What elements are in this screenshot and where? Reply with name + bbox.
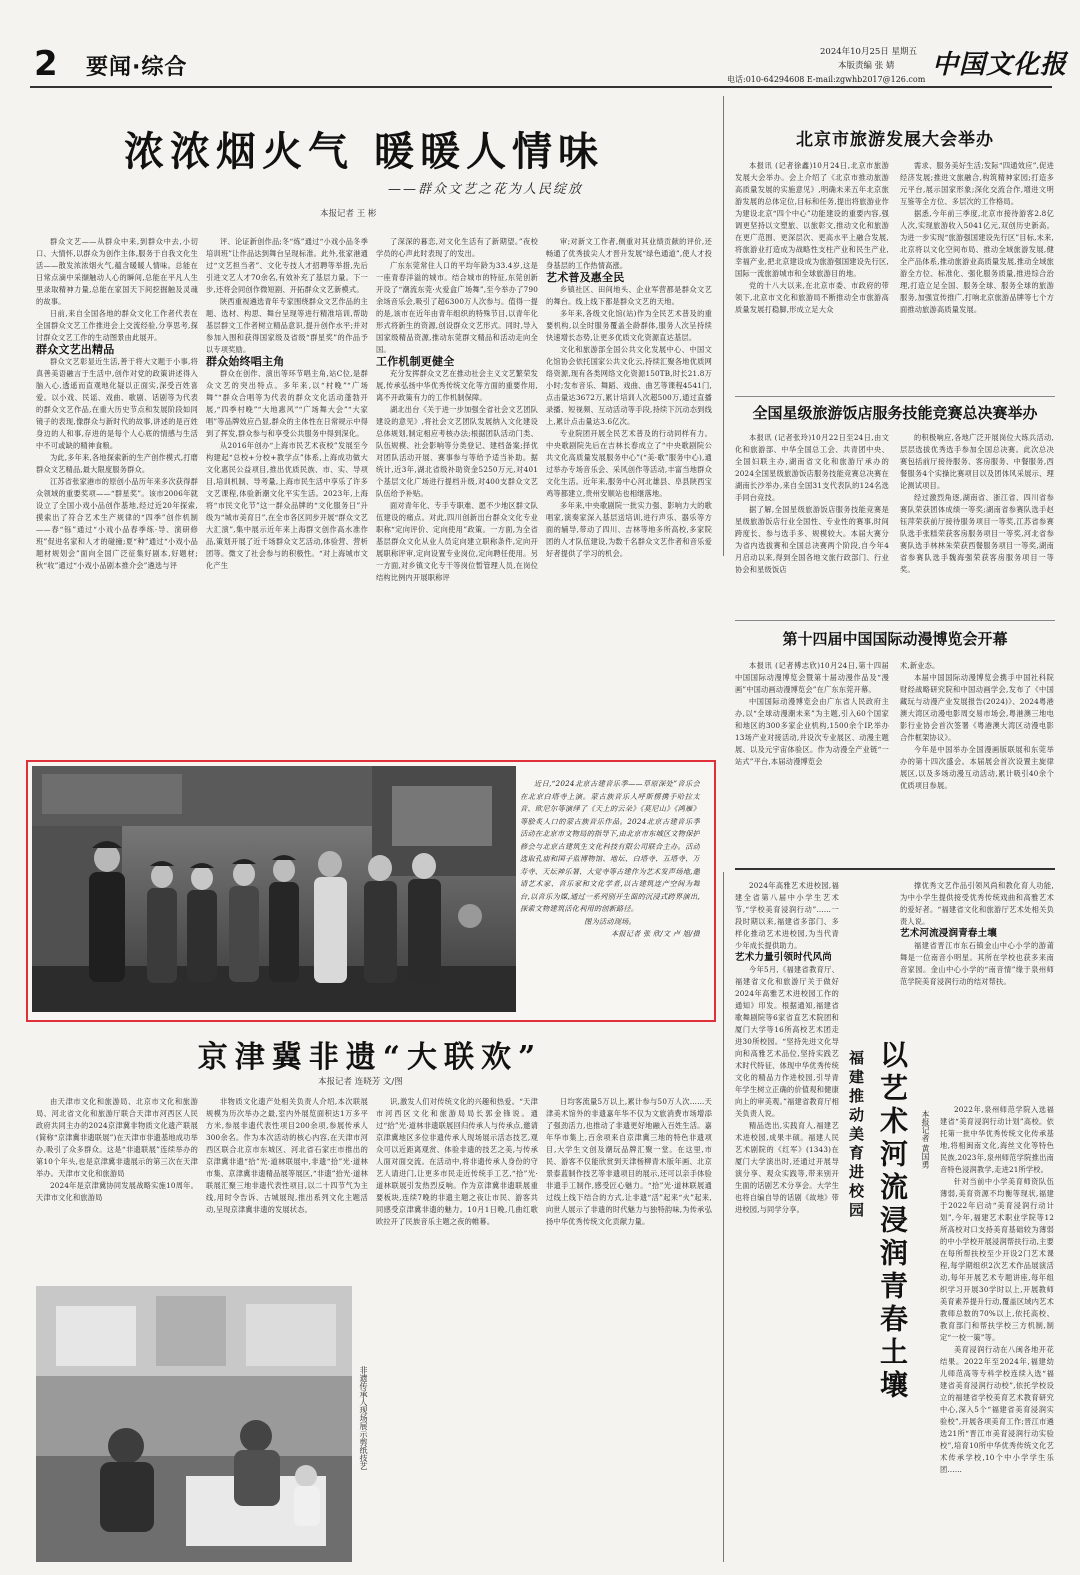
feature-column-1 (36, 1096, 198, 1276)
page-number: 2 (34, 44, 58, 84)
masthead-rule (30, 86, 1052, 88)
paragraph: 非物质文化遗产处相关负责人介绍,本次联展规模为历次举办之最,室内外展览面积达1万多平方米,参展非遗代表性项目200余项,参展传承人300余名。作为本次活动的核心内容,在天津市河西区联合北京市东城区、河北省石家庄市推出的京津冀非遗“拾”光·道林联展中,非遗“拾”光·道林市集、京津冀非遗精品展等展区,“非遗”拾光·道林联展汇聚三地非遗代表性项目,以二十四节气为主线,用时令告诉、古城展现,推出系列文化主题活动,呈现京津冀非遗的发展状态。 (206, 1097, 368, 1214)
papercut-photo (36, 1286, 352, 1562)
brief-1-column-1 (735, 160, 889, 390)
paragraph: 福建省晋江市东石镇金山中心小学的游莆舞是一位南音小明星。其所在学校也获多来南音家园。金山中心小学的“南音情”缘于泉州师范学院美育浸润行动的结对帮扶。 (900, 941, 1054, 986)
fujian-column-1 (735, 880, 839, 1562)
paragraph: 乡镇社区、田间地头、企业军营都是群众文艺的舞台。线上线下都是群众文艺的天地。 (546, 285, 712, 306)
feature-column-4 (546, 1096, 712, 1562)
paragraph: 本届中国国际动漫博览会携手中国社科院财经战略研究院和中国动画学会,发布了《中国藏玩与动漫产业发展报告(2024)》、2024粤港澳大湾区动漫电影周交易市场会,粤港澳三地电影行业协会首次签署《粤港澳大湾区动漫电影合作框架协议》。 (900, 673, 1054, 742)
fujian-vertical-subtitle: 福建推动美育进校园 (847, 1050, 865, 1221)
paragraph: 文化和旅游部全国公共文化发展中心、中国文化馆协会依托国家公共文化云,持续汇聚各地优质网络资源,现有各类网络文化资源150TB,时长21.8万小时;发布音乐、舞蹈、戏曲、曲艺等课程4541门,点击量达3672万,累计培训人次超500万,通过直播录播、短视频、互动活动等手段,持续下沉动态到线上,累计点击量达3.6亿次。 (546, 345, 712, 426)
paragraph: 为此,多年来,各地探索新的生产创作模式,打磨群众文艺精品,最大限度服务群众。 (36, 453, 198, 474)
paragraph: 术,新业态。 (900, 661, 940, 670)
paragraph: 广东东莞常住人口的平均年龄为33.4岁,这是一座青春洋溢的城市。结合城市的特征,东莞创新开设了“潮流东莞·火爱盒广场舞”,至今举办了790余场音乐会,吸引了超6300万人次参与。值得一提的是,该市在近年由青年组织的特殊节目,以青年化形式将新生的资源,创设群众文艺形式。同时,导入国家级精品资源,推动东莞群文精品和活动走向全国。 (376, 261, 538, 354)
brief-3-column-1 (735, 660, 889, 858)
paragraph: 湖北出台《关于进一步加强全省社会文艺团队建设的意见》,将社会文艺团队发展纳入文化建设总体规划,制定相应考核办法;根据团队活动门类、队伍规模、社会影响等分类登记、建档备案;择优对团队活动开展、赛事参与等给予适当补助。据统计,近3年,湖北省级补助资金5250万元,对401个基层文化广场进行提档升级,对400支群众文艺队伍给予补贴。 (376, 405, 538, 498)
photo-caption (520, 778, 700, 1014)
brief-2-title: 全国星级旅游饭店服务技能竞赛总决赛举办 (752, 404, 1038, 422)
caption-note: 图为活动现场。 (584, 916, 636, 926)
paragraph: 撑优秀文艺作品引领风尚和教化育人功能,为中小学生提供接受优秀传统戏曲和高雅艺术的爱好者。“福建省文化和旅游厅艺术处相关负责人说。 (900, 881, 1054, 926)
paragraph: 专业院团开展全民艺术普及的行动同样有力。中央歌剧院先后在吉林长春成立了“中央歌剧院公共文化高质量发展服务中心”(“美·歌”服务中心),通过举办专场音乐会、采风创作等活动,丰富当地群众文化生活。近年来,服务中心河北雄县、阜县陕西宝鸡等都建立,贵州安顺站也相继落地。 (546, 429, 712, 498)
paragraph: 美育浸润行动在八闽各地开花结果。2022年至2024年,福建幼儿师范高等专科学校连续入选“福建省美育浸润行动校”,依托学校设立的福建省学校美育艺术教育研究中心,深入5个“福建省美育浸润实验校”,开展各项美育工作;晋江市遴选21所“晋江市美育浸润行动实验校”,培育10所中华优秀传统文化艺术传承学校,10个中小学学生乐团…… (940, 1345, 1054, 1474)
paragraph: 本报讯 (记者张玲)10月22日至24日,由文化和旅游部、中华全国总工会、共青团中央、全国妇联主办,湖南省文化和旅游厅承办的2024全国星级旅游饭店服务技能竞赛总决赛在湖南长沙举办,来自全国31支代表队的124名选手同台竞技。 (735, 433, 889, 502)
paragraph: 针对当前中小学美育师资队伍薄弱,美育资源不均衡等现状,福建于2022年启动“美育浸润行动计划”,今年,福建艺术职业学院等12所高校对口支持美育基础较为薄弱的中小学校开展浸润帮扶行动,主要在每所帮扶校至少开设2门艺术课程,每学期组织2次艺术作品展演活动,每年开展艺术专题讲座,每年组织学习开展30学时以上,开展教师美育素养提升行动,覆盖区域内艺术教师总数的70%以上,依托高校、教育部门和帮扶学校三方机制,制定“一校一策”等。 (940, 1177, 1054, 1342)
column-divider (723, 96, 724, 556)
paragraph: 充分发挥群众文艺在推动社会主义文艺繁荣发展,传承弘扬中华优秀传统文化等方面的重要作用,离不开政策有力的工作机制保障。 (376, 369, 538, 402)
brief-1-column-2 (900, 160, 1054, 390)
paragraph: 识,激发人们对传统文化的兴趣和热爱。“天津市河西区文化和旅游局局长郭金锋说。通过“拾”光·道林非遗联展回归传承人与传承点,邀请京津冀地区多位非遗传承人现场展示活态技艺,观众可以近距离观赏、体验非遗的技艺之美,与传承人面对面交流。在活动中,将非遗传承人身份的守艺人请进门,让更多市民走近传统手工艺,“拾”光·道林联展引发热烈反响。作为京津冀非遗联展重要板块,连续7晚的非遗主题之夜让市民、游客共同感受京津冀非遗的魅力。10月1日晚,几曲红歌欧拉开了民族音乐主题之夜的帷幕。 (376, 1097, 538, 1226)
paragraph: 面对青年化、专手专职难、愿不少地区群文队伍建设的痛点。对此,四川创新出台群众文化专业职称“定向评价、定向使用”政策。一方面,为全省基层群众文化从业人员定向建立职称条件,定向开展职称评审,定向设置专业岗位,定向聘任使用。另一方面,对乡镇文化专干等岗位暂管理人员,在岗位结构比例内开展职称评 (376, 501, 538, 582)
paragraph: 江苏省张家港市的原创小品历年来多次获得群众领域的重要奖项——“群星奖”。该市2006年就设立了全国小戏小品创作基地,经过近20年探索,摸索出了符合艺术生产规律的“四季”创作机制——春“铄”通过“小戏小品春季练·导、演研修班”促进名家和人才的碰撞;夏“种”通过“小戏小品题材规划会”面向全国广泛征集好剧本,好题材;秋“收”通过“小戏小品剧本推介会”遴选与评 (36, 477, 198, 570)
paragraph: 了深深的暮恋,对文化生活有了新期望。”夜校学员的心声此时表现了的发出。 (376, 237, 538, 258)
concert-photo-image (32, 766, 516, 1012)
paragraph: 审;对新文工作者,侧重对其业绩贡献的评价,还畅通了优秀拔尖人才晋升发展“绿色通道”,使人才投身基层的工作热情高涨。 (546, 237, 712, 270)
paragraph: 精品迭出,实践育人,福建艺术进校园,成果丰硕。福建人民艺术剧院的《红军》(1343)在厦门大学演出时,还通过开展导演分享、观众实践等,带来别开生面的话剧艺术分享会。大学生也将自编自导的话剧《故地》带进校园,与同学分享。 (735, 1121, 839, 1214)
paragraph: 2024年高雅艺术进校园,福建全省第八届中小学生艺术节,“学校美育浸润行动”……一段时期以来,福建省多部门、多样化推动艺术进校园,为当代青少年成长提供助力。 (735, 881, 839, 950)
lead-column-1 (36, 236, 198, 756)
paragraph: 今年是中国举办全国漫画版联展和东莞举办的第十四次盛会。本届展会首次设置主旋律展区,以及多场动漫互动活动,累计吸引40余个优质项目参展。 (900, 745, 1054, 790)
paragraph: 2022年,泉州师范学院入选福建省“美育浸润行动计划”高校。依托第一批中华优秀传统文化传承基地,将相闽南文化,海丝文化等特色民族,2023年,泉州师范学院推出南音特色浸润教学,走进21所学校。 (940, 1105, 1054, 1174)
paragraph: 本报讯 (记者徐鑫)10月24日,北京市旅游发展大会举办。会上介绍了《北京市推动旅游高质量发展的实施意见》,明确未来五年北京旅游发展的总体定位,目标和任务,提出将旅游业作为建设北京“四个中心”功能建设的重要内容,强调更坚持以文塑旅、以旅彰文,推动文化和旅游在更广范围、更深层次、更高水平上融合发展,将旅游业打造成为战略性支柱产业和民生产业,幸福产业,把北京建设成为旅游强国建设先行区,国际一流旅游城市和全球旅游目的地。 (735, 161, 889, 278)
lead-title: 浓浓烟火气 暖暖人情味 (124, 128, 604, 175)
paragraph: 多年来,中央歌剧院一批实力强、影响力大的歌唱家,演奏家深入基层送培训,进行声乐、器乐等方面的辅导,带动了四川、吉林等地多所高校,多家院团的人才队伍建设,为数千名群众文艺作者和音乐爱好者提供了学习的机会。 (546, 501, 712, 558)
fujian-vertical-title: 以艺术河流浸润青春土壤 (876, 1040, 909, 1403)
paper-name-logo: 中国文化报 (932, 50, 1068, 80)
paragraph: 日前,来自全国各地的群众文化工作者代表在全国群众文艺工作推进会上交流经验,分享思考,探讨群众文艺工作的生动图景由此展开。 (36, 309, 198, 342)
brief-3-column-2 (900, 660, 1054, 858)
paragraph: 群众文艺——从群众中来,到群众中去,小切口、大情怀,以群众为创作主体,服务于自我文化生活——散发浓浓烟火气,蕴含暖暖人情味。总能在日常点滴中采撷触动人心的瞬间,总能在平凡人生里录取精神力量,总能在家国天下间挖掘触及灵魂的故事。 (36, 237, 198, 306)
issue-date: 2024年10月25日 星期五 (820, 47, 917, 57)
caption-credit: 本报记者 张 欣/文 卢 旭/摄 (610, 929, 700, 938)
paragraph: 中国国际动漫博览会由广东省人民政府主办,以“全球动漫潮未来”为主题,引入60个国家和地区的300多家企业机构,1500余个IP,举办13场产业对接活动,并设次专业展区、动漫主题展、以及元宇宙体验区。作为动漫全产业链“一站式”平台,本届动漫博览会 (735, 697, 889, 766)
caption-text: 近日,“2024北京古建音乐季——草原深处”音乐会在北京白塔寺上演。蒙古族音乐人呼斯楞携手哈拉太音、欧尼尔等演绎了《天上的云朵》《莫尼山》《鸿雁》等脍炙人口的蒙古族音乐作品。2024北京古建音乐季活动在北京市文物局的指导下,由北京市东城区文物保护修会与北京古建筑生文化科技有限公司联合主办。活动选取孔庙和国子监博物馆、地坛、白塔寺、五塔寺、万寿寺、天坛神乐署、大觉寺等古建作为艺术发声场地,邀请艺术家、音乐家和文化学者,以古建筑连产空间为舞台,以音乐为媒,通过一系列别开生面的沉浸式跨界演出,探索文物建筑活化利用的创新路径。 (520, 779, 700, 913)
paragraph: 2024年是京津冀协同发展战略实施10周年。天津市文化和旅游局 (36, 1181, 198, 1202)
brief-2-column-1 (735, 432, 889, 614)
page-editor: 本版责编 张 婧 (838, 61, 895, 71)
section-divider (735, 868, 1055, 870)
paragraph: 多年来,各级文化馆(站)作为全民艺术普及的重要机构,以全时服务覆盖全龄群体,服务人次呈持续快速增长态势,让更多优质文化资源直达基层。 (546, 309, 712, 342)
fujian-column-2-bottom (940, 1104, 1054, 1562)
lead-subtitle: ——群众文艺之花为人民绽放 (388, 182, 584, 197)
papercut-photo-caption: 非遗传承人现场展示剪纸技艺 (359, 1366, 368, 1470)
paragraph: 日均客流量5万以上,累计参与50万人次……天津美术馆外的非遗嘉年华不仅为文旅消费市场增添了强劲活力,也推动了非遗更好地融入百姓生活。嘉年华市集上,百余项来自京津冀三地的特色非遗项目,大学生文创及潮玩品牌汇聚一堂。在这里,市民、游客不仅能欣赏到天津杨柳青木版年画、北京景泰蓝制作技艺等非遗项目的展示,还可以亲手体验非遗手工制作,感受匠心魅力。“拾”光·道林联展通过线上线下结合的方式,让非遗“活”起来“火”起来,向世人展示了非遗的时代魅力与独特韵味,为传承弘扬中华优秀传统文化贡献力量。 (546, 1097, 712, 1226)
brief-divider (735, 396, 1055, 397)
paragraph: 据了解,全国星级旅游饭店服务技能竞赛是星级旅游饭店行业全国性、专业性的赛事,时间跨度长、参与选手多、规模较大。本届大赛分为省内选拔赛和全国总决赛两个阶段,自今年4月启动以来,得到全国各地文旅行政部门、行业协会和星级饭店 (735, 505, 889, 574)
paragraph: 本报讯 (记者傅志欣)10月24日,第十四届中国国际动漫博览会暨第十届动漫作品及“漫画”中国动画动漫博览会”在广东东莞开幕。 (735, 661, 889, 694)
feature-column-2 (206, 1096, 368, 1276)
paragraph: 从2016年创办“上海市民艺术夜校”发展至今构建起“总校+分校+教学点”体系,上海成功做大文化惠民公益项目,推出优质民族、市、实、导项目,培训机制、导考量,上海市民生活中享乐了许多文艺课程,体验新潮文化平实生活。2023年,上海将“市民文化节”这一群众品牌的“文化服务日”升级为“城市美育日”,在全市各区同步开展“群众文艺大汇演”,集中展示近年来上海群文创作高水准作品,策划开展了近千场群众文艺活动,体验营、营析团等。微文了社会参与的积极性。“对上海城市文化产生 (206, 441, 368, 570)
lead-column-3 (376, 236, 538, 756)
brief-divider (735, 620, 1055, 621)
paragraph: 陕西重视遴选青年专家围绕群众文艺作品的主题、选材、构思、舞台呈现等进行精准培训,帮助基层群文工作者树立精品意识,提升创作水平;并对参加入围和获得国家级及省级“群星奖”的作品予以专项奖励。 (206, 297, 368, 354)
paragraph: 党的十八大以来,在北京市委、市政府的带领下,北京市文化和旅游局不断推动全市旅游高质量发展打稳脚,形成立足大众 (735, 281, 889, 314)
paragraph: 需求、服务美好生活;发际“四通效应”,促进经济发展;推进文旅融合,构筑精神家园;打造多元平台,展示国家形象;深化交流合作,增进文明互鉴等全方位、多层次的工作格局。 (900, 161, 1054, 206)
lead-byline: 本报记者 王 彬 (320, 209, 377, 219)
feature-title: 京津冀非遗“大联欢” (197, 1040, 543, 1075)
section-heading: 群众文艺出精品 (36, 343, 115, 356)
section-heading: 工作机制更健全 (376, 355, 455, 368)
section-heading: 艺术河流浸润青春土壤 (900, 928, 998, 939)
fujian-byline: 本报记者 黄国勇 (921, 1110, 930, 1169)
concert-photo (32, 766, 516, 1012)
paragraph: 由天津市文化和旅游局、北京市文化和旅游局、河北省文化和旅游厅联合天津市河西区人民政府共同主办的2024京津冀非物质文化遗产联展(简称“京津冀非遗联展”)在天津市非遗基地成功举办,吸引了众多群众。这是“非遗联展”连续举办的第10个年头,也是京津冀非遗展示的第三次在天津举办。天津市文化和旅游局 (36, 1097, 198, 1178)
section-heading: 艺术普及惠全民 (546, 271, 625, 284)
feature-byline: 本报记者 连晓芳 文/图 (318, 1077, 403, 1087)
paragraph: 群众文艺彰显近生活,善于将大文题于小事,将真善美语融言于生活中,创作对党的政策讲述得入脑入心,透遥而直观地化疑以正面实,深受百姓喜爱。以小戏、民谣、戏曲、歌剧、话剧等为代表的群众文艺作品,在重大历史节点和发展阶段如同镜子的表现,像群众与新时代的故事,讲述的是百姓身边的人和事,存进的是每个人心底的情感与生活中不可或缺的精神食粮。 (36, 357, 198, 450)
lead-column-2 (206, 236, 368, 756)
section-heading: 群众始终唱主角 (206, 355, 285, 368)
paragraph: 的积极响应,各地广泛开展岗位大练兵活动,层层选拔优秀选手参加全国总决赛。此次总决赛包括前厅接待服务、客房服务、中餐服务,西餐服务4个实操比赛项目以及团体风采展示、理论测试项目。 (900, 433, 1054, 490)
lead-column-4 (546, 236, 712, 756)
paragraph: 今年5月,《福建省教育厅、福建省文化和旅游厅关于做好2024年高雅艺术进校园工作的通知》印发。根据通知,福建省歌舞剧院等6家省直艺术院团和厦门大学等16所高校艺术团走进30所校园。“坚持先进文化导向和高雅艺术品位,坚持实践艺术时代特征、体现中华优秀传统文化的精品力作进校园,引导青年学生树立正确的价值观和健康向上的审美观。”福建省教育厅相关负责人说。 (735, 965, 839, 1118)
paragraph: 据悉,今年前三季度,北京市接待游客2.8亿人次,实现旅游收入5041亿元,双创历史新高。为进一步实现“旅游强国建设先行区”目标,未来,北京将以文化空间布局、推动全域旅游发展,健全产品体系,推动旅游业高质量发展,推动全域旅游全方位、标准化、强化服务质量,推进综合治理,打造立足全国、服务全球、服务全球的旅游服务,加强宣传推广,打响北京旅游品牌等七个方面推动旅游高质量发展。 (900, 209, 1054, 314)
section-heading: 艺术力量引领时代风尚 (735, 952, 833, 963)
column-divider-lower (723, 872, 724, 1562)
brief-2-column-2 (900, 432, 1054, 614)
fujian-column-2-top (900, 880, 1054, 1100)
brief-1-title: 北京市旅游发展大会举办 (796, 130, 994, 150)
paragraph: 经过激烈角逐,湖南省、浙江省、四川省参赛队荣获团体成绩一等奖;湖南省参赛队选手赵钰萍荣获前厅接待服务项目一等奖,江苏省参赛队选手张糕荣获客房服务项目一等奖,河北省参赛队选手林林朱荣获西餐服务项目一等奖,湖南省参赛队选手魏海强荣获客房服务项目一等奖。 (900, 493, 1054, 574)
section-name: 要闻·综合 (86, 55, 188, 80)
brief-3-title: 第十四届中国国际动漫博览会开幕 (782, 630, 1008, 648)
papercut-photo-image (36, 1286, 352, 1562)
paragraph: 评、论证新创作品;冬“炼”通过“小戏小品冬季培训班”让作品达到舞台呈现标准。此外,张家港通过“文艺担当者”、文化专技人才招聘等举措,先后引进文艺人才70余名,有效补充了基层力量。下一步,还将会同创作微短剧、开拓群众文艺新模式。 (206, 237, 368, 294)
contact-line: 电话:010-64294608 E-mail:zgwhb2017@126.com (727, 75, 926, 84)
paragraph: 群众在创作、演出等环节唱主角,站C位,是群众文艺的突出特点。多年来,以“村晚”“广场舞”“群众合唱等为代表的群众文化活动蓬勃开展,“四季村晚”“大地惠风”“广场舞大会”“大家唱”等品牌效应凸显,群众的主体性在日常规示中得到了挥发,群众参与和享受公共服务中得到深化。 (206, 369, 368, 438)
feature-column-3 (376, 1096, 538, 1562)
